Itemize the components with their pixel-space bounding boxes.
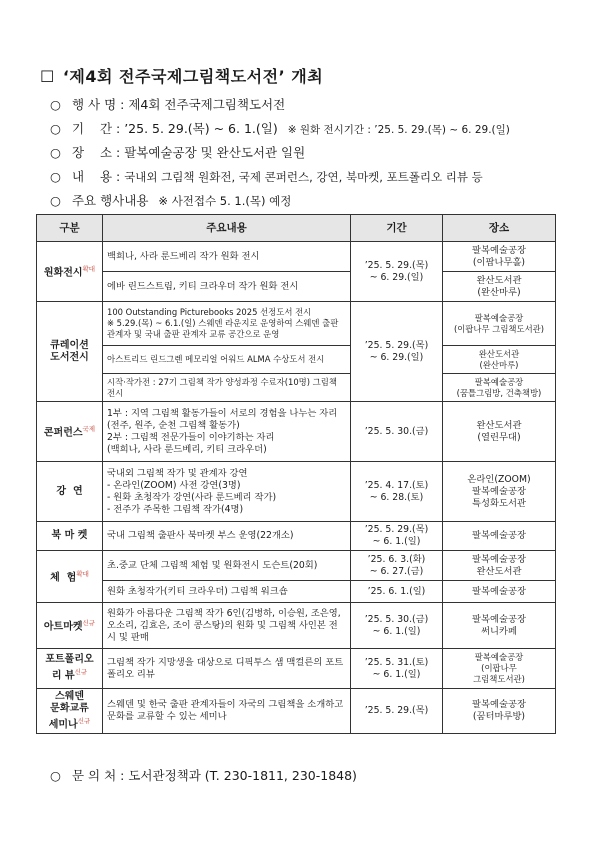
table-row: [37, 689, 556, 734]
header-place: 장소: [443, 215, 556, 242]
info-label: 장 소: [71, 145, 113, 160]
document-title: [40, 64, 580, 87]
period-cell: ’25. 5. 29.(목) ~ 6. 29.(일): [351, 242, 443, 302]
contact-line: ○ 문 의 처 : 도서관정책과 (T. 230-1811, 230-1848): [50, 768, 357, 783]
content-cell: 100 Outstanding Picturebooks 2025 선정도서 전시 ※ 5.29.(목) ~ 6.1.(일) 스웨덴 라운지로 운영하여 스웨덴 출판 관계자 및 국내 출판 관계자 교류 공간으로 운영: [103, 302, 351, 346]
info-label: 행 사 명: [71, 97, 117, 112]
place-cell: 팔복예술공장 완산도서관: [443, 551, 556, 581]
info-period: ○ 기 간 : ’25. 5. 29.(목) ~ 6. 1.(일) ※ 원화 전시기간 : ’25. 5. 29.(목) ~ 6. 29.(일): [50, 121, 510, 136]
table-row: [37, 551, 556, 581]
place-cell: 완산도서관 (완산마루): [443, 346, 556, 374]
content-cell: 시작·작가전 : 27기 그림책 작가 양성과정 수료자(10명) 그림책 전시: [103, 374, 351, 402]
period-cell: ’25. 5. 30.(금) ~ 6. 1.(일): [351, 603, 443, 649]
place-cell: 온라인(ZOOM) 팔복예술공장 특성화도서관: [443, 462, 556, 522]
table-row: [37, 462, 556, 522]
category-cell: [37, 603, 103, 649]
content-cell: 아스트리드 린드그렌 메모리얼 어워드 ALMA 수상도서 전시: [103, 346, 351, 374]
period-cell: ’25. 5. 29.(목): [351, 689, 443, 734]
info-label: 주요 행사내용: [71, 193, 149, 208]
category-badge: 확대: [76, 570, 89, 579]
table-row: [37, 603, 556, 649]
category-label: 체 험: [50, 572, 77, 584]
content-cell: 원화 초청작가(키티 크라우더) 그림책 워크숍: [103, 581, 351, 603]
category-cell: 북 마 켓: [37, 522, 103, 551]
info-main-events: [50, 192, 590, 210]
category-badge: 신규: [82, 619, 96, 628]
period-cell: ’25. 5. 29.(목) ~ 6. 1.(일): [351, 522, 443, 551]
category-label: 포트폴리오 리 뷰: [45, 654, 94, 682]
contact-value: 도서관정책과 (T. 230-1811, 230-1848): [128, 768, 357, 783]
info-note: ※ 사전접수 5. 1.(목) 예정: [158, 194, 292, 208]
title-text: ‘제4회 전주국제그림책도서전’ 개최: [62, 67, 324, 86]
category-label: 스웨덴 문화교류 세미나: [48, 691, 89, 731]
place-cell: 완산도서관 (열린무대): [443, 402, 556, 462]
checkbox-bullet: ☐: [40, 67, 55, 86]
content-cell: 에바 린드스트림, 키티 크라우더 작가 원화 전시: [103, 272, 351, 302]
category-badge: 국제: [82, 425, 96, 434]
info-label: 기 간: [71, 121, 113, 136]
info-value: 제4회 전주국제그림책도서전: [128, 97, 286, 112]
place-cell: 팔복예술공장 (이팝나무홀): [443, 242, 556, 272]
info-label: 내 용: [71, 169, 113, 184]
category-badge: 신규: [74, 668, 88, 677]
place-cell: 팔복예술공장 (이팝나무 그림책도서관): [443, 302, 556, 346]
period-cell: ’25. 5. 30.(금): [351, 402, 443, 462]
circle-bullet-icon: ○: [50, 145, 61, 160]
schedule-table: [36, 214, 556, 734]
header-content: 주요내용: [103, 215, 351, 242]
table-row: [37, 374, 556, 402]
header-period: 기간: [351, 215, 443, 242]
info-content: ○ 내 용 : 국내외 그림책 원화전, 국제 콘퍼런스, 강연, 북마켓, 포트폴리오 리뷰 등: [50, 169, 483, 184]
content-cell: 국내 그림책 출판사 북마켓 부스 운영(22개소): [103, 522, 351, 551]
place-cell: 팔복예술공장 (이팝나무 그림책도서관): [443, 649, 556, 689]
category-cell: [37, 649, 103, 689]
place-cell: 팔복예술공장: [443, 522, 556, 551]
table-row: [37, 649, 556, 689]
content-cell: 1부 : 지역 그림책 활동가들이 서로의 경험을 나누는 자리 (전주, 원주, 순천 그림책 활동가) 2부 : 그림책 전문가들이 이야기하는 자리 (백희나, 사라 룬드베리, 키티 크라우더): [103, 402, 351, 462]
period-cell: ’25. 6. 1.(일): [351, 581, 443, 603]
table-row: [37, 272, 556, 302]
category-cell: 큐레이션 도서전시: [37, 302, 103, 402]
category-label: 아트마켓: [43, 621, 83, 633]
info-value: ’25. 5. 29.(목) ~ 6. 1.(일): [124, 121, 278, 136]
header-category: 구분: [37, 215, 103, 242]
place-cell: 팔복예술공장 (꿈터마루방): [443, 689, 556, 734]
circle-bullet-icon: ○: [50, 193, 61, 208]
table-row: [37, 242, 556, 272]
info-note: ※ 원화 전시기간 : ’25. 5. 29.(목) ~ 6. 29.(일): [287, 124, 510, 136]
info-event-name: ○ 행 사 명 : 제4회 전주국제그림책도서전: [50, 97, 286, 112]
table-header-row: [37, 215, 556, 242]
table-row: [37, 302, 556, 346]
category-cell: [37, 402, 103, 462]
category-cell: [37, 242, 103, 302]
category-label: 콘퍼런스: [43, 427, 83, 439]
category-badge: 확대: [82, 265, 96, 274]
place-cell: 팔복예술공장 (꿈틀그림방, 건축책방): [443, 374, 556, 402]
place-cell: 팔복예술공장 써니카페: [443, 603, 556, 649]
period-cell: ’25. 4. 17.(토) ~ 6. 28.(토): [351, 462, 443, 522]
period-cell: ’25. 6. 3.(화) ~ 6. 27.(금): [351, 551, 443, 581]
contact-label: 문 의 처: [71, 768, 117, 783]
circle-bullet-icon: ○: [50, 768, 61, 783]
circle-bullet-icon: ○: [50, 169, 61, 184]
table-row: [37, 346, 556, 374]
circle-bullet-icon: ○: [50, 121, 61, 136]
category-cell: [37, 551, 103, 603]
place-cell: 완산도서관 (완산마루): [443, 272, 556, 302]
period-cell: ’25. 5. 31.(토) ~ 6. 1.(일): [351, 649, 443, 689]
info-value: 국내외 그림책 원화전, 국제 콘퍼런스, 강연, 북마켓, 포트폴리오 리뷰 등: [124, 170, 483, 184]
table-row: [37, 522, 556, 551]
circle-bullet-icon: ○: [50, 97, 61, 112]
category-badge: 신규: [77, 717, 91, 725]
content-cell: 스웨덴 및 한국 출판 관계자들이 자국의 그림책을 소개하고 문화를 교류할 수 있는 세미나: [103, 689, 351, 734]
period-cell: ’25. 5. 29.(목) ~ 6. 29.(일): [351, 302, 443, 402]
content-cell: 백희나, 사라 룬드베리 작가 원화 전시: [103, 242, 351, 272]
content-cell: 그림책 작가 지망생을 대상으로 디픽투스 샘 맥컬른의 포트폴리오 리뷰: [103, 649, 351, 689]
content-cell: 원화가 아름다운 그림책 작가 6인(김병하, 이승원, 조은영, 오소리, 김효은, 조이 콩스탕)의 원화 및 그림책 사인본 전시 및 판매: [103, 603, 351, 649]
place-cell: 팔복예술공장: [443, 581, 556, 603]
category-label: 원화전시: [43, 267, 83, 279]
category-cell: [37, 689, 103, 734]
info-venue: ○ 장 소 : 팔복예술공장 및 완산도서관 일원: [50, 145, 306, 160]
table-row: [37, 581, 556, 603]
table-row: [37, 402, 556, 462]
category-cell: 강 연: [37, 462, 103, 522]
content-cell: 국내외 그림책 작가 및 관계자 강연 - 온라인(ZOOM) 사전 강연(3명) - 원화 초청작가 강연(사라 룬드베리 작가) - 전주가 주목한 그림책 작가(4명): [103, 462, 351, 522]
content-cell: 초.중교 단체 그림책 체험 및 원화전시 도슨트(20회): [103, 551, 351, 581]
info-value: 팔복예술공장 및 완산도서관 일원: [124, 145, 306, 160]
